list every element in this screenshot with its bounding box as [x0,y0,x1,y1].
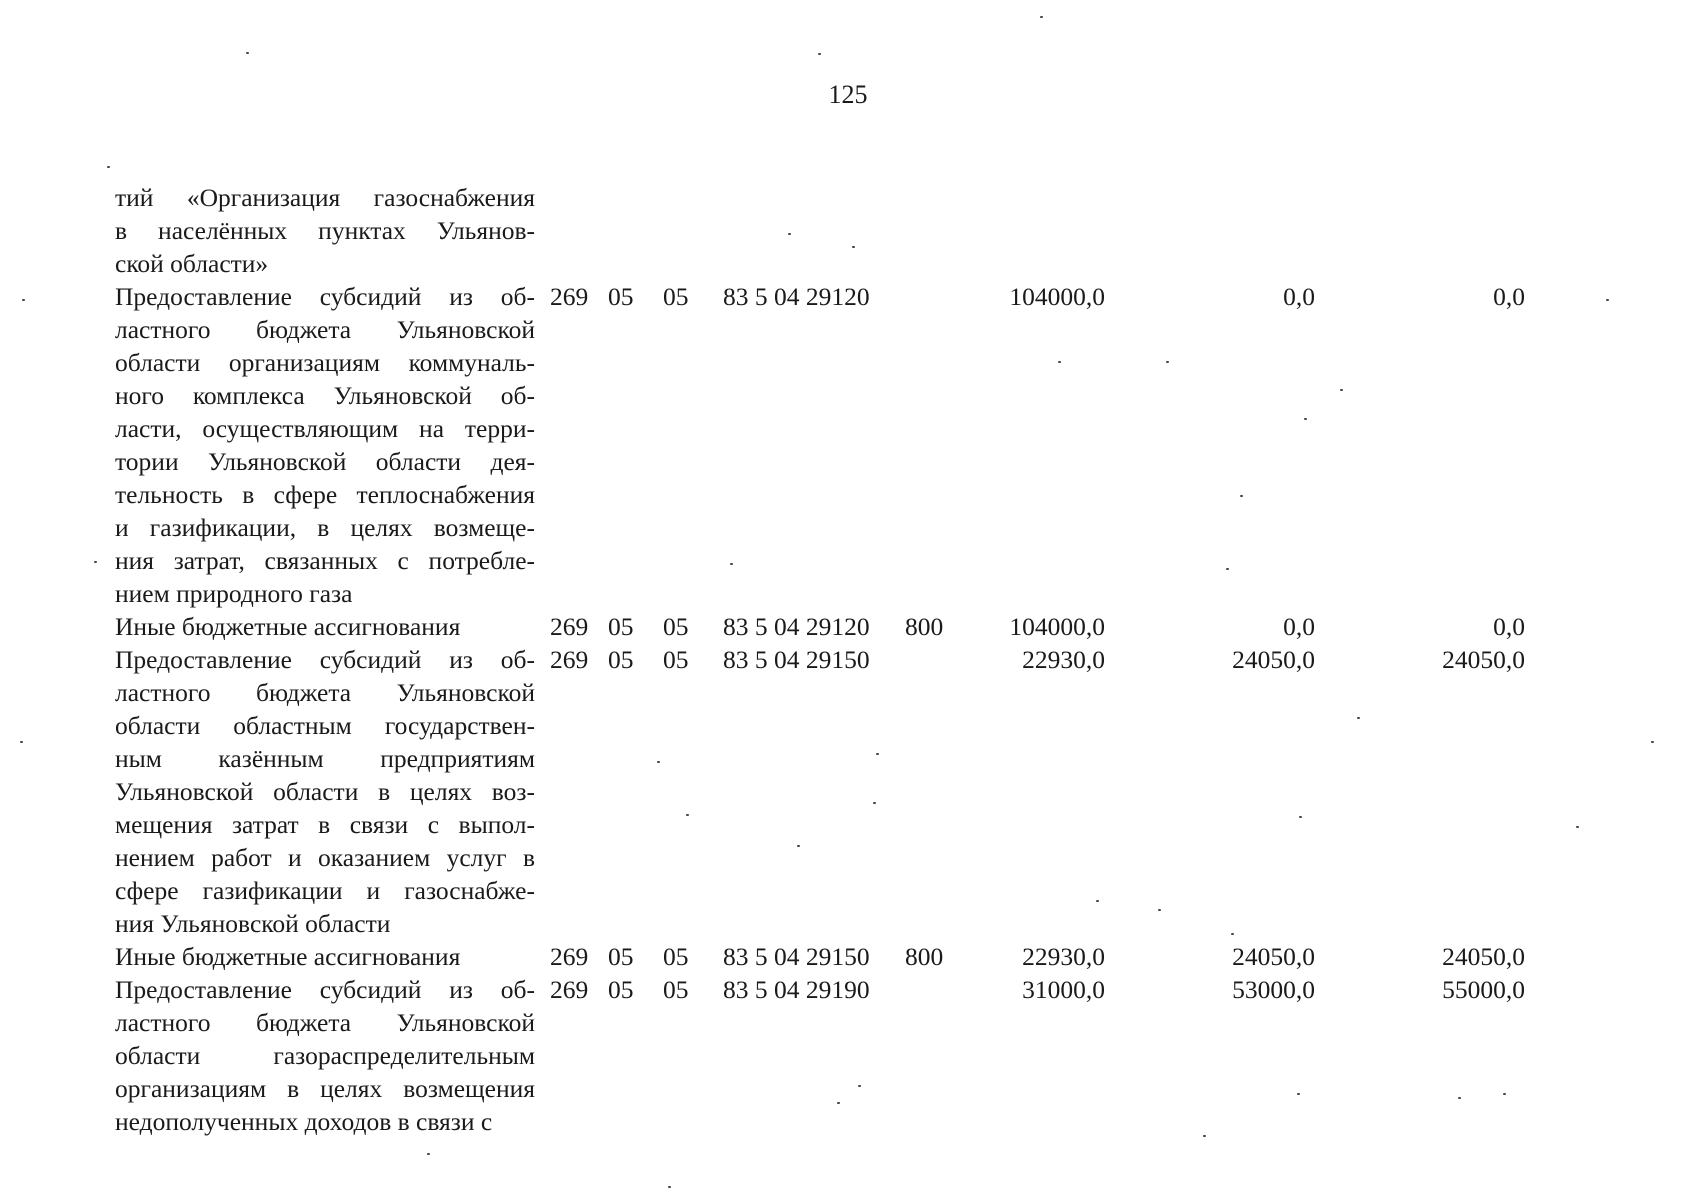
table-row [115,940,1525,973]
cell-adm: 269 [550,645,589,674]
scan-speck [1297,1093,1300,1095]
cell-y3: 0,0 [1493,282,1525,311]
cell-y2: 24050,0 [1232,645,1315,674]
scan-speck [1576,826,1579,828]
budget-table [115,181,1525,1138]
cell-y1: 22930,0 [1022,645,1105,674]
description-line: ласти, осуществляющим на терри- [115,414,535,443]
cell-rz: 05 [608,942,634,971]
description-line: в населённых пунктах Ульянов- [115,216,535,245]
cell-adm: 269 [550,612,589,641]
cell-y2: 0,0 [1283,282,1315,311]
description-line: ния затрат, связанных с потребле- [115,546,535,575]
description-line: области газораспределительным [115,1041,535,1070]
scan-speck [818,53,821,55]
scan-speck [246,52,249,54]
description-line: нением работ и оказанием услуг в [115,843,535,872]
table-row [115,181,1525,280]
cell-y1: 31000,0 [1022,975,1105,1004]
scan-speck [427,1153,430,1155]
description-line: ластного бюджета Ульяновской [115,315,535,344]
description-line: Предоставление субсидий из об- [115,282,535,311]
description-line: Предоставление субсидий из об- [115,975,535,1004]
scan-speck [1058,361,1061,363]
scan-speck [858,1085,861,1087]
cell-rz: 05 [608,612,634,641]
description-line: Предоставление субсидий из об- [115,645,535,674]
description-line: Ульяновской области в целях воз- [115,777,535,806]
scan-speck [876,753,879,755]
cell-y3: 24050,0 [1442,645,1525,674]
scan-speck [1458,1097,1461,1099]
scan-speck [94,561,97,563]
scan-speck [1226,568,1229,570]
cell-y1: 22930,0 [1022,942,1105,971]
cell-y2: 24050,0 [1232,942,1315,971]
scan-speck [1231,933,1234,935]
cell-rz: 05 [608,975,634,1004]
scan-speck [1606,299,1609,301]
scan-speck [788,233,791,235]
cell-pr: 05 [663,645,689,674]
cell-y3: 55000,0 [1442,975,1525,1004]
description-line: Иные бюджетные ассигнования [115,612,461,641]
description-line: ного комплекса Ульяновской об- [115,381,535,410]
description-line: ластного бюджета Ульяновской [115,1008,535,1037]
scan-speck [1240,495,1243,497]
description-line: области организациям коммуналь- [115,348,535,377]
description-line: Иные бюджетные ассигнования [115,942,461,971]
scan-speck [1340,389,1343,391]
cell-y1: 104000,0 [1009,282,1105,311]
cell-y3: 0,0 [1493,612,1525,641]
cell-rz: 05 [608,282,634,311]
scan-speck [668,1186,671,1188]
scan-speck [1651,741,1654,743]
scan-speck [797,845,800,847]
cell-vr: 800 [905,612,944,641]
scan-speck [1304,418,1307,420]
description-line: области областным государствен- [115,711,535,740]
description-line: ластного бюджета Ульяновской [115,678,535,707]
description-line: ным казённым предприятиям [115,744,535,773]
cell-pr: 05 [663,975,689,1004]
scan-speck [107,166,110,168]
scan-speck [657,761,660,763]
description-line: ния Ульяновской области [115,909,391,938]
description-line: организациям в целях возмещения [115,1074,535,1103]
cell-pr: 05 [663,282,689,311]
table-row [115,610,1525,643]
row-description [115,973,535,1138]
row-description [115,610,535,643]
cell-y3: 24050,0 [1442,942,1525,971]
description-line: недополученных доходов в связи с [115,1107,493,1136]
row-description [115,643,535,940]
description-line: ской области» [115,249,269,278]
page-number: 125 [828,80,868,109]
cell-adm: 269 [550,282,589,311]
row-description [115,280,535,610]
scan-speck [20,741,23,743]
description-line: тий «Организация газоснабжения [115,183,535,212]
table-row [115,643,1525,940]
row-description [115,181,535,280]
scan-speck [22,299,25,301]
scan-speck [852,246,855,248]
scan-speck [730,563,733,565]
cell-pr: 05 [663,612,689,641]
scan-speck [1503,1093,1506,1095]
cell-rz: 05 [608,645,634,674]
cell-vr: 800 [905,942,944,971]
cell-y2: 53000,0 [1232,975,1315,1004]
cell-adm: 269 [550,942,589,971]
table-row [115,973,1525,1138]
cell-csr: 83 5 04 29150 [723,645,870,674]
cell-y2: 0,0 [1283,612,1315,641]
cell-csr: 83 5 04 29120 [723,612,870,641]
scan-speck [1166,361,1169,363]
cell-csr: 83 5 04 29150 [723,942,870,971]
scan-speck [1040,16,1043,18]
scan-speck [1096,900,1099,902]
scan-speck [1203,1135,1206,1137]
scan-speck [837,1102,840,1104]
row-description [115,940,535,973]
description-line: сфере газификации и газоснабже- [115,876,535,905]
scan-speck [1299,816,1302,818]
cell-adm: 269 [550,975,589,1004]
cell-csr: 83 5 04 29190 [723,975,870,1004]
cell-y1: 104000,0 [1009,612,1105,641]
description-line: и газификации, в целях возмеще- [115,513,535,542]
scan-speck [686,814,689,816]
scan-speck [1357,717,1360,719]
description-line: мещения затрат в связи с выпол- [115,810,535,839]
cell-pr: 05 [663,942,689,971]
cell-csr: 83 5 04 29120 [723,282,870,311]
table-row [115,280,1525,610]
description-line: нием природного газа [115,579,353,608]
scan-speck [873,802,876,804]
description-line: тельность в сфере теплоснабжения [115,480,535,509]
scan-speck [1158,909,1161,911]
description-line: тории Ульяновской области дея- [115,447,535,476]
